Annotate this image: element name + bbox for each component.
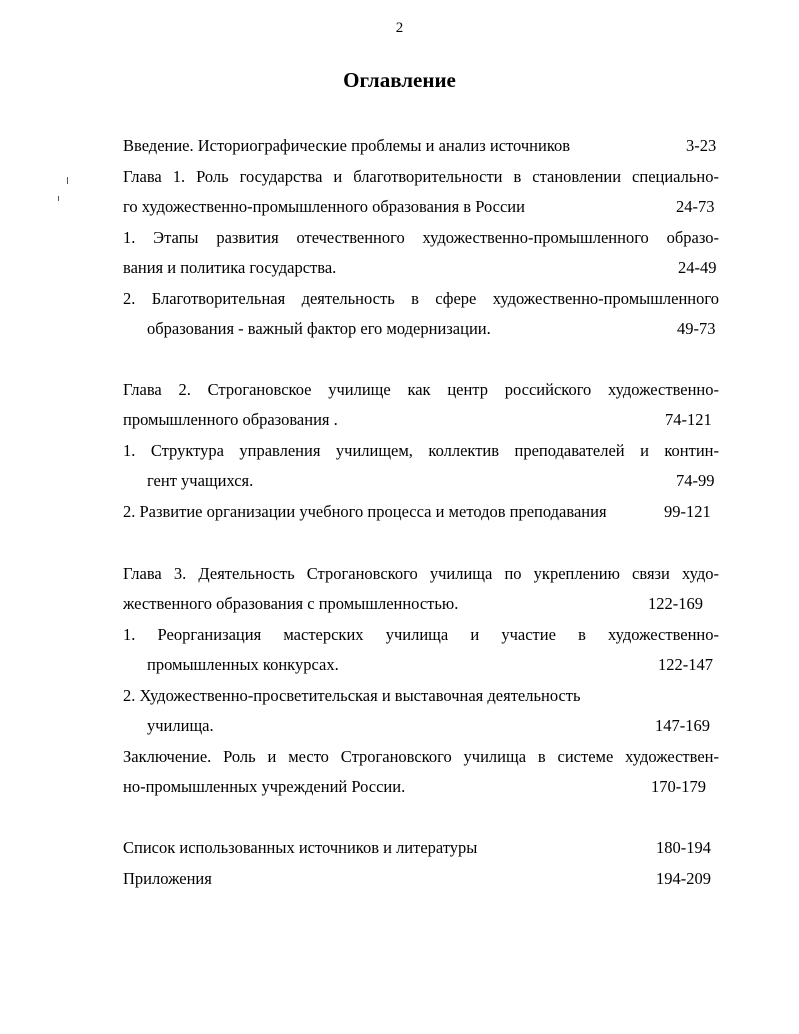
toc-entry-section-3-2-cont: училища. (147, 716, 214, 735)
toc-page-range: 24-73 (676, 197, 715, 216)
toc-page-range: 3-23 (686, 136, 717, 155)
toc-page-range: 74-121 (665, 410, 712, 429)
toc-entry-chapter-2-cont: промышленного образования . (123, 410, 338, 429)
toc-page-range: 99-121 (664, 502, 711, 521)
toc-page-range: 49-73 (677, 319, 716, 338)
toc-entry-section-3-1-cont: промышленных конкурсах. (147, 655, 339, 674)
toc-page-range: 122-147 (658, 655, 713, 674)
toc-entry-introduction: Введение. Историографические проблемы и анализ источников (123, 136, 571, 155)
toc-entry-appendices: Приложения (123, 869, 212, 888)
toc-page-range: 24-49 (678, 258, 717, 277)
toc-entry-chapter-3: Глава 3. Деятельность Строгановского училища по укреплению связи худо- (123, 564, 719, 583)
toc-page-range: 147-169 (655, 716, 710, 735)
toc-entry-chapter-3-cont: жественного образования с промышленностью. (123, 594, 459, 613)
toc-entry-section-2-1-cont: гент учащихся. (147, 471, 254, 490)
toc-entry-section-1-2-cont: образования - важный фактор его модернизации. (147, 319, 491, 338)
toc-page-range: 194-209 (656, 869, 711, 888)
toc-entry-section-1-1: 1. Этапы развития отечественного художественно-промышленного образо- (123, 228, 719, 247)
toc-page-range: 122-169 (648, 594, 703, 613)
toc-entry-bibliography: Список использованных источников и литературы (123, 838, 478, 857)
toc-page-range: 74-99 (676, 471, 715, 490)
toc-entry-chapter-2: Глава 2. Строгановское училище как центр российского художественно- (123, 380, 719, 399)
page-title: Оглавление (343, 68, 456, 92)
toc-entry-section-2-1: 1. Структура управления училищем, коллектив преподавателей и контин- (123, 441, 719, 460)
margin-mark (58, 196, 59, 201)
toc-entry-section-1-2: 2. Благотворительная деятельность в сфере художественно-промышленного (123, 289, 719, 308)
toc-entry-section-1-1-cont: вания и политика государства. (123, 258, 337, 277)
toc-entry-conclusion-cont: но-промышленных учреждений России. (123, 777, 406, 796)
page-number: 2 (395, 20, 404, 36)
toc-entry-section-3-1: 1. Реорганизация мастерских училища и участие в художественно- (123, 625, 719, 644)
toc-entry-section-2-2: 2. Развитие организации учебного процесса и методов преподавания (123, 502, 607, 521)
toc-page-range: 180-194 (656, 838, 711, 857)
toc-entry-chapter-1: Глава 1. Роль государства и благотворительности в становлении специально- (123, 167, 719, 186)
toc-page-range: 170-179 (651, 777, 706, 796)
margin-mark (67, 177, 68, 184)
toc-entry-conclusion: Заключение. Роль и место Строгановского училища в системе художествен- (123, 747, 719, 766)
toc-entry-chapter-1-cont: го художественно-промышленного образования в России (123, 197, 525, 216)
toc-entry-section-3-2: 2. Художественно-просветительская и выставочная деятельность (123, 686, 581, 705)
